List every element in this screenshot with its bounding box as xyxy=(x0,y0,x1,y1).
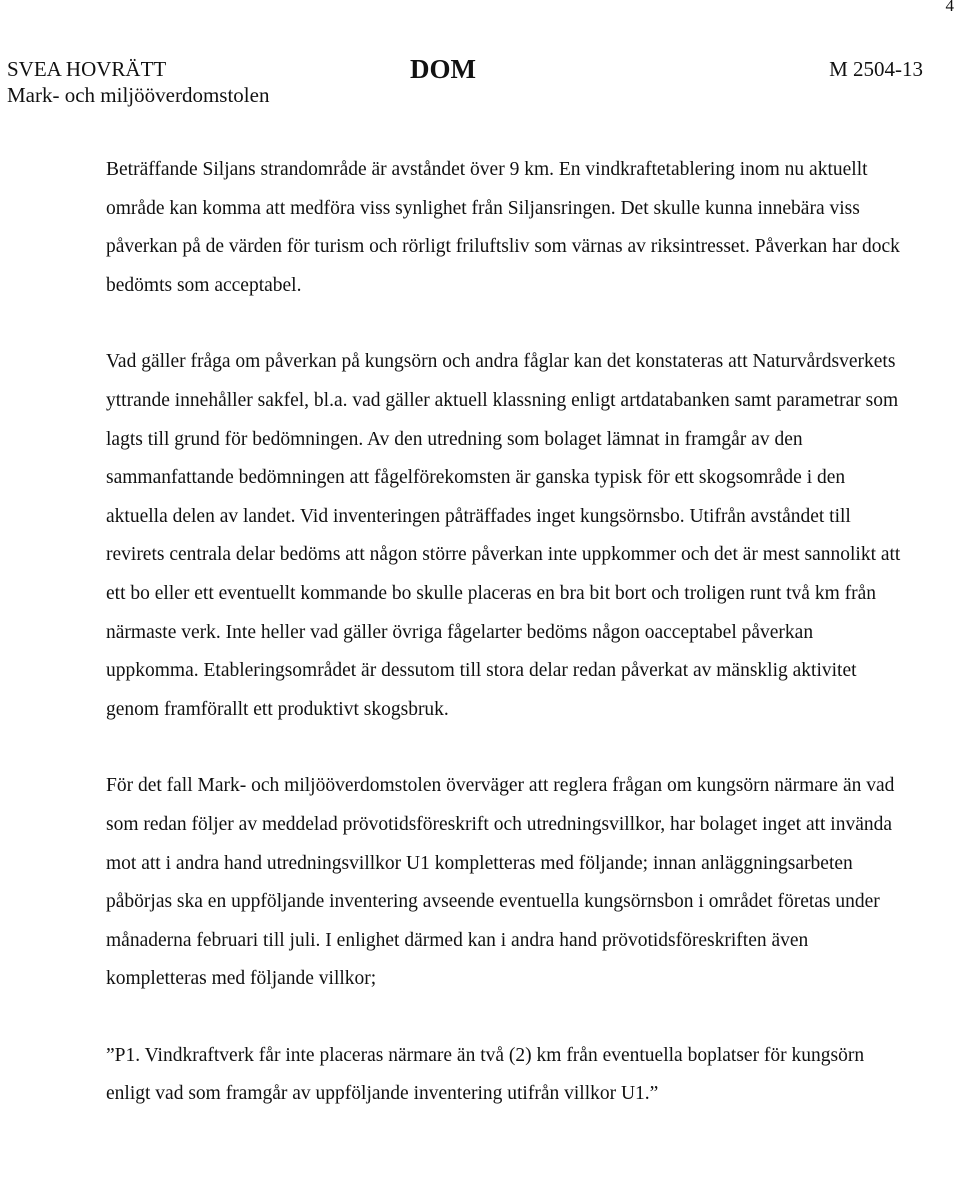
paragraph-siljan: Beträffande Siljans strandområde är avståndet över 9 km. En vindkraftetablering inom nu aktuellt område kan komma att medföra viss synlighet från Siljansringen. Det skulle kunna innebära viss påverkan på de värden för turism och rörligt friluftsliv som värnas av riksintresset. Påverkan har dock bedömts som acceptabel. xyxy=(106,159,900,296)
page-number: 4 xyxy=(945,0,954,15)
paragraph-kungsorn: Vad gäller fråga om påverkan på kungsörn och andra fåglar kan det konstateras att Naturvårdsverkets yttrande innehåller sakfel, bl.a. vad gäller aktuell klassning enligt artdatabanken samt parametrar som lagts till grund för bedömningen. Av den utredning som bolaget lämnat in framgår av den sammanfattande bedömningen att fågelförekomsten är ganska typisk för ett skogsområde i den aktuella delen av landet. Vid inventeringen påträffades inget kungsörnsbo. Utifrån avståndet till revirets centrala delar bedöms att någon större påverkan inte uppkommer och det är mest sannolikt att ett bo eller ett eventuellt kommande bo skulle placeras en bra bit bort och troligen runt två km från närmaste verk. Inte heller vad gäller övriga fågelarter bedöms någon oacceptabel påverkan uppkomma. Etableringsområdet är dessutom till stora delar redan påverkat av mänsklig aktivitet genom framförallt ett produktivt skogsbruk. xyxy=(106,351,901,720)
paragraph-p1: ”P1. Vindkraftverk får inte placeras närmare än två (2) km från eventuella boplatser för kungsörn enligt vad som framgår av uppföljande inventering utifrån villkor U1.” xyxy=(106,1044,865,1105)
document-type: DOM xyxy=(410,54,476,84)
case-number: M 2504-13 xyxy=(829,57,923,81)
court-name: SVEA HOVRÄTT xyxy=(7,57,167,81)
document-header xyxy=(7,52,923,112)
paragraph-villkor: För det fall Mark- och miljööverdomstolen överväger att reglera frågan om kungsörn närmare än vad som redan följer av meddelad prövotidsföreskrift och utredningsvillkor, har bolaget inget att invända mot att i andra hand utredningsvillkor U1 kompletteras med följande; innan anläggningsarbeten påbörjas ska en uppföljande inventering avseende eventuella kungsörnsbon i området företas under månaderna februari till juli. I enlighet därmed kan i andra hand prövotidsföreskriften även kompletteras med följande villkor; xyxy=(106,775,895,990)
court-division: Mark- och miljööverdomstolen xyxy=(7,83,270,107)
document-body xyxy=(106,151,906,1114)
